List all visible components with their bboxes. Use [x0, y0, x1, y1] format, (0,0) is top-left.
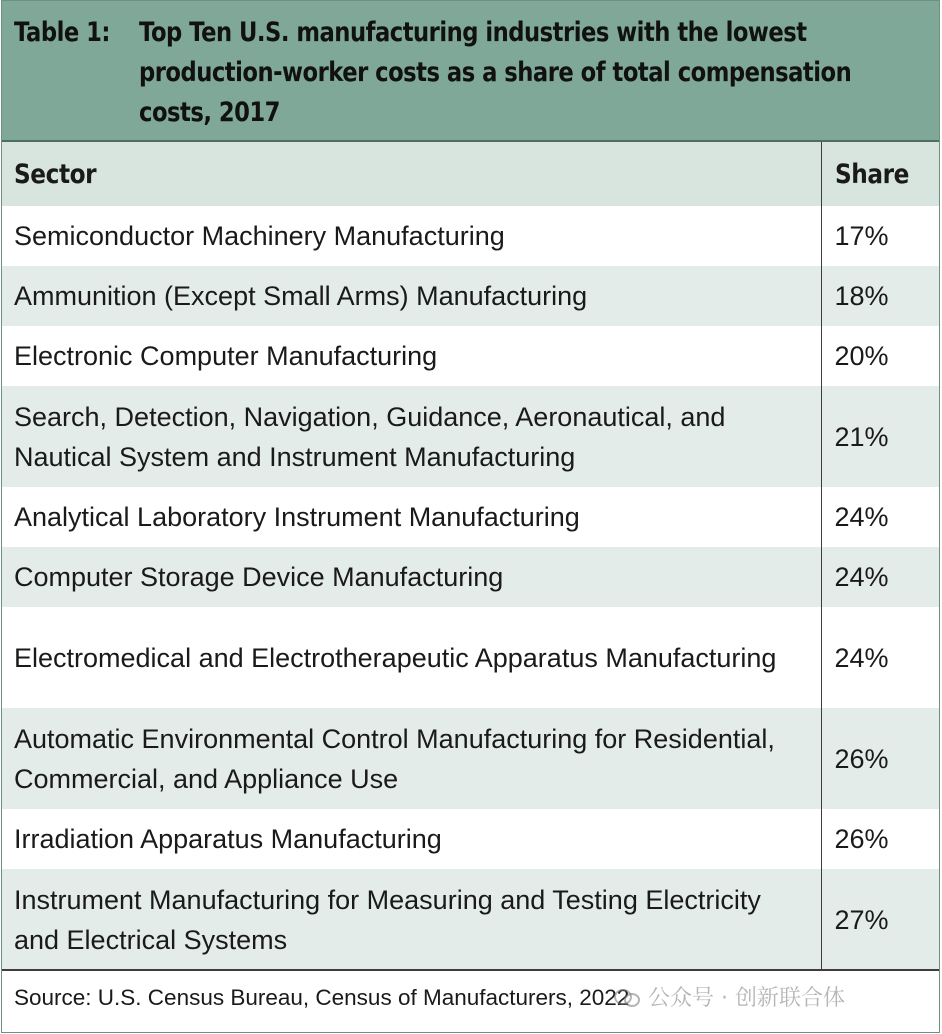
share-cell: 27% — [821, 869, 939, 970]
share-cell: 17% — [821, 206, 939, 266]
table-row — [2, 386, 939, 487]
sector-cell: Electronic Computer Manufacturing — [2, 326, 821, 386]
watermark-text: 公众号 · 创新联合体 — [648, 986, 845, 1011]
share-cell: 21% — [821, 386, 939, 487]
table-row — [2, 607, 939, 708]
table-row — [2, 326, 939, 386]
header-row — [2, 142, 939, 206]
share-cell: 26% — [821, 708, 939, 809]
sector-cell: Ammunition (Except Small Arms) Manufacturing — [2, 266, 821, 326]
source-note: Source: U.S. Census Bureau, Census of Manufacturers, 2022 — [14, 985, 630, 1010]
watermark — [614, 981, 845, 1012]
table-row — [2, 708, 939, 809]
table-title: Top Ten U.S. manufacturing industries with the lowest production-worker costs as a share of total compensation costs, 2017 — [139, 17, 852, 128]
sector-cell: Automatic Environmental Control Manufacturing for Residential, Commercial, and Appliance Use — [2, 708, 821, 809]
column-header-share: Share — [821, 142, 939, 206]
share-cell: 26% — [821, 809, 939, 869]
table-body — [2, 206, 939, 970]
table-row — [2, 809, 939, 869]
title-bar — [2, 1, 939, 142]
table-number: Table 1: — [14, 17, 110, 48]
table-row — [2, 869, 939, 970]
share-cell: 20% — [821, 326, 939, 386]
sector-cell: Electromedical and Electrotherapeutic Apparatus Manufacturing — [2, 607, 821, 708]
share-cell: 24% — [821, 487, 939, 547]
table-row — [2, 547, 939, 607]
column-header-sector: Sector — [2, 142, 821, 206]
sector-cell: Instrument Manufacturing for Measuring and Testing Electricity and Electrical Systems — [2, 869, 821, 970]
table-row — [2, 487, 939, 547]
sector-cell: Analytical Laboratory Instrument Manufacturing — [2, 487, 821, 547]
share-cell: 18% — [821, 266, 939, 326]
table-row — [2, 266, 939, 326]
data-table — [2, 142, 939, 970]
wechat-icon — [614, 987, 640, 1007]
sector-cell: Search, Detection, Navigation, Guidance, Aeronautical, and Nautical System and Instrument Manufacturing — [2, 386, 821, 487]
source-footer — [2, 969, 939, 1032]
table-row — [2, 206, 939, 266]
table-figure — [1, 0, 940, 1033]
share-cell: 24% — [821, 547, 939, 607]
sector-cell: Semiconductor Machinery Manufacturing — [2, 206, 821, 266]
sector-cell: Irradiation Apparatus Manufacturing — [2, 809, 821, 869]
sector-cell: Computer Storage Device Manufacturing — [2, 547, 821, 607]
share-cell: 24% — [821, 607, 939, 708]
